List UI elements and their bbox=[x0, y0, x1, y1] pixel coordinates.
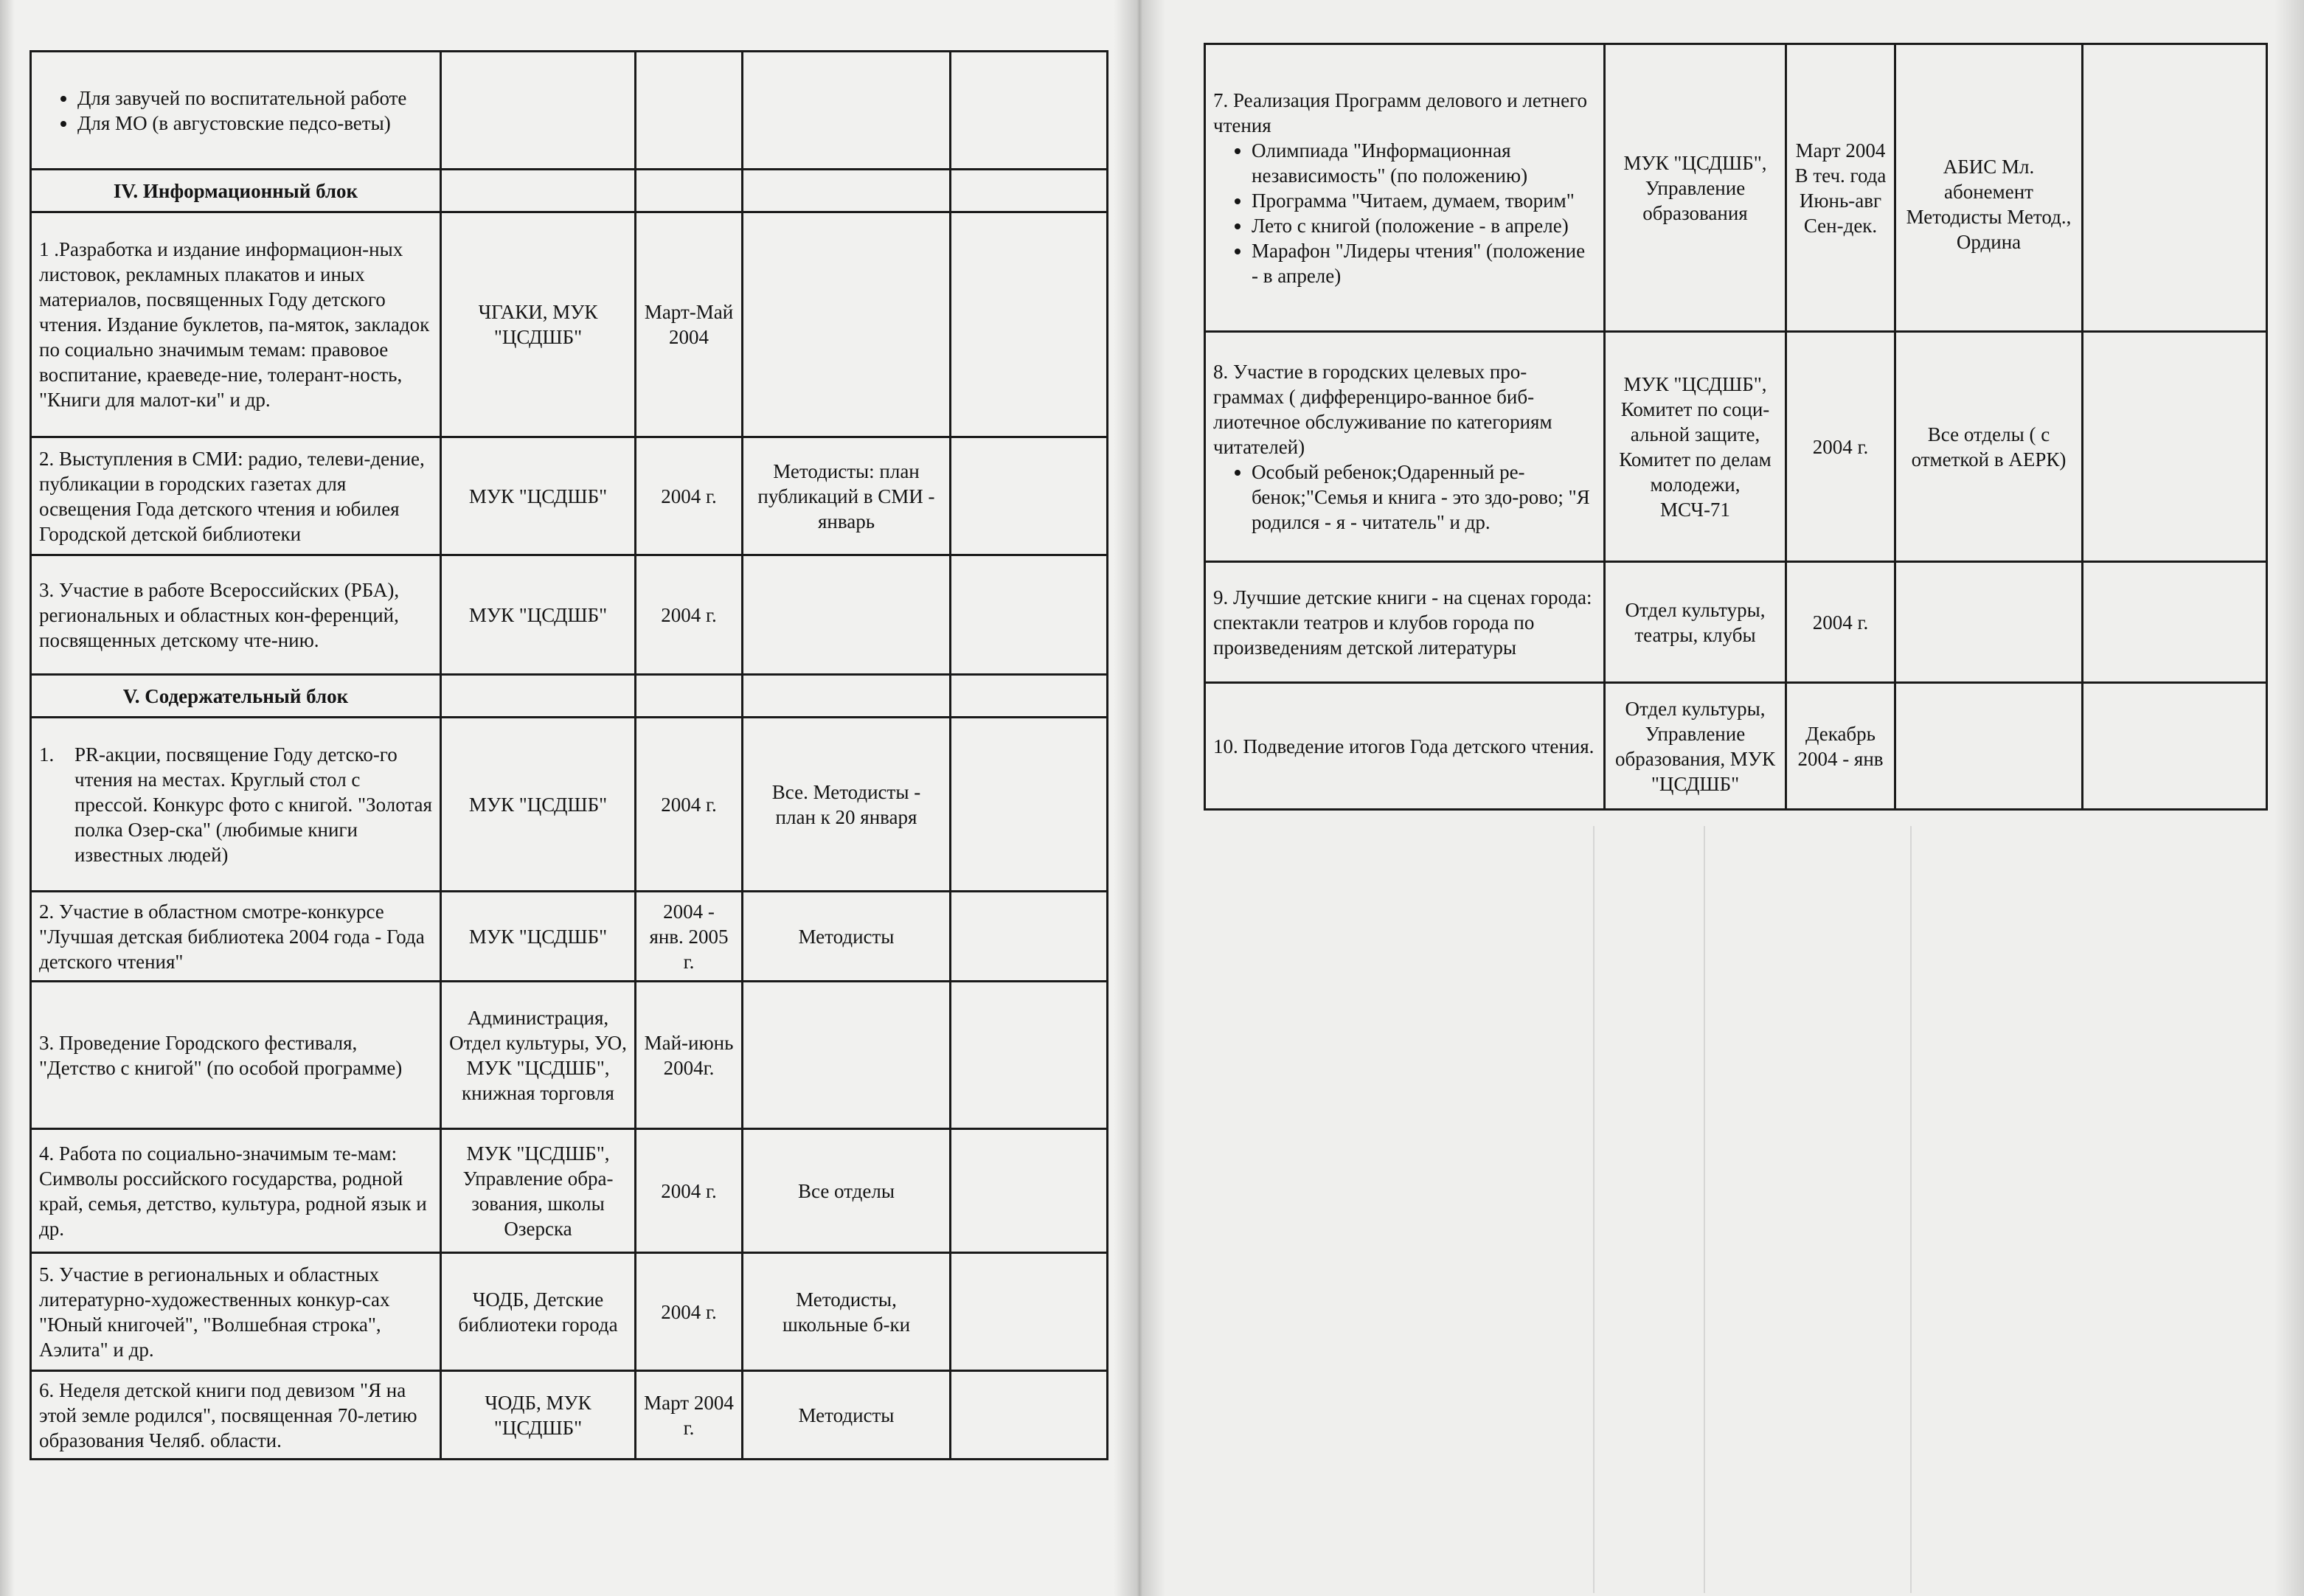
empty-cell bbox=[951, 212, 1108, 437]
bullet-list bbox=[1213, 138, 1596, 288]
event-cell: 6. Неделя детской книги под девизом "Я на этой земле родился", посвященная 70-летию образования Челяб. области. bbox=[31, 1371, 441, 1460]
empty-cell bbox=[441, 170, 636, 212]
bullet-list bbox=[1213, 459, 1596, 535]
right-plan-table bbox=[1204, 43, 2268, 811]
event-cell: 10. Подведение итогов Года детского чтения. bbox=[1205, 683, 1605, 810]
date-cell: Декабрь 2004 - янв bbox=[1786, 683, 1895, 810]
event-cell: 2. Выступления в СМИ: радио, телеви-дение, публикации в городских газетах для освещения Года детского чтения и юбилея Городской детской библиотеки bbox=[31, 437, 441, 555]
section-heading: IV. Информационный блок bbox=[31, 170, 441, 212]
note-cell: Методисты: план публикаций в СМИ - январь bbox=[743, 437, 951, 555]
event-cell: 2. Участие в областном смотре-конкурсе "Лучшая детская библиотека 2004 года - Года детского чтения" bbox=[31, 892, 441, 982]
date-cell: 2004 г. bbox=[636, 718, 743, 892]
empty-cell bbox=[636, 170, 743, 212]
date-cell: 2004 г. bbox=[636, 1253, 743, 1371]
empty-cell bbox=[951, 1129, 1108, 1253]
empty-cell bbox=[2083, 44, 2267, 332]
note-cell: Все. Методисты - план к 20 января bbox=[743, 718, 951, 892]
table-row bbox=[31, 1371, 1108, 1460]
responsible-cell: ЧОДБ, МУК "ЦСДШБ" bbox=[441, 1371, 636, 1460]
event-cell bbox=[1205, 332, 1605, 562]
empty-cell bbox=[951, 675, 1108, 718]
note-cell: Все отделы ( с отметкой в АЕРК) bbox=[1895, 332, 2083, 562]
date-cell: 2004 г. bbox=[636, 437, 743, 555]
table-row bbox=[31, 1253, 1108, 1371]
page-edge-shadow bbox=[2274, 0, 2304, 1596]
event-cell bbox=[31, 718, 441, 892]
event-text: 8. Участие в городских целевых про-граммах ( дифференциро-ванное биб-лиотечное обслуживание по категориям читателей) bbox=[1213, 360, 1552, 458]
date-cell: Март 2004 В теч. года Июнь-авг Сен-дек. bbox=[1786, 44, 1895, 332]
date-cell: 2004 - янв. 2005 г. bbox=[636, 892, 743, 982]
table-row bbox=[31, 170, 1108, 212]
table-row bbox=[31, 718, 1108, 892]
note-cell bbox=[743, 982, 951, 1129]
empty-cell bbox=[2083, 683, 2267, 810]
empty-cell bbox=[441, 675, 636, 718]
event-cell: 9. Лучшие детские книги - на сценах города: спектакли театров и клубов города по произведениям детской литературы bbox=[1205, 562, 1605, 683]
empty-cell bbox=[951, 437, 1108, 555]
bleed-through-line bbox=[1593, 826, 1595, 1593]
empty-cell bbox=[2083, 562, 2267, 683]
empty-cell bbox=[951, 1253, 1108, 1371]
table-row bbox=[1205, 332, 2267, 562]
date-cell bbox=[636, 52, 743, 170]
note-cell bbox=[1895, 683, 2083, 810]
bleed-through-line bbox=[1910, 826, 1912, 1593]
event-cell: 4. Работа по социально-значимым те-мам: Символы российского государства, родной край, семья, детство, культура, родной язык и др. bbox=[31, 1129, 441, 1253]
event-text: PR-акции, посвящение Году детско-го чтения на местах. Круглый стол с прессой. Конкурс фото с книгой. "Золотая полка Озер-ска" (любимые книги известных людей) bbox=[74, 743, 432, 866]
list-item: • Особый ребенок;Одаренный ре-бенок;"Семья и книга - это здо-рово; "Я родился - я - читатель" и др. bbox=[1252, 459, 1596, 535]
empty-cell bbox=[951, 170, 1108, 212]
empty-cell bbox=[951, 52, 1108, 170]
date-cell: 2004 г. bbox=[1786, 332, 1895, 562]
note-cell bbox=[743, 555, 951, 675]
event-cell bbox=[31, 52, 441, 170]
note-cell bbox=[1895, 562, 2083, 683]
list-item: • Программа "Читаем, думаем, творим" bbox=[1252, 188, 1596, 213]
empty-cell bbox=[636, 675, 743, 718]
event-cell: 3. Участие в работе Всероссийских (РБА), региональных и областных кон-ференций, посвященных детскому чте-нию. bbox=[31, 555, 441, 675]
note-cell bbox=[743, 212, 951, 437]
responsible-cell: ЧОДБ, Детские библиотеки города bbox=[441, 1253, 636, 1371]
list-item: • Марафон "Лидеры чтения" (положение - в апреле) bbox=[1252, 238, 1596, 288]
note-cell: Методисты bbox=[743, 892, 951, 982]
list-item: • Лето с книгой (положение - в апреле) bbox=[1252, 213, 1596, 238]
date-cell: Март 2004 г. bbox=[636, 1371, 743, 1460]
table-row bbox=[31, 675, 1108, 718]
table-row bbox=[31, 982, 1108, 1129]
empty-cell bbox=[951, 892, 1108, 982]
table-row bbox=[31, 437, 1108, 555]
list-item: • Для МО (в августовские педсо-веты) bbox=[77, 111, 432, 136]
list-item: • Для завучей по воспитательной работе bbox=[77, 86, 432, 111]
empty-cell bbox=[743, 170, 951, 212]
empty-cell bbox=[2083, 332, 2267, 562]
note-cell: Все отделы bbox=[743, 1129, 951, 1253]
responsible-cell: Отдел культуры, Управление образования, МУК "ЦСДШБ" bbox=[1605, 683, 1786, 810]
empty-cell bbox=[951, 1371, 1108, 1460]
empty-cell bbox=[951, 555, 1108, 675]
responsible-cell: Отдел культуры, театры, клубы bbox=[1605, 562, 1786, 683]
responsible-cell: МУК "ЦСДШБ" bbox=[441, 437, 636, 555]
event-cell: 3. Проведение Городского фестиваля, "Детство с книгой" (по особой программе) bbox=[31, 982, 441, 1129]
responsible-cell: Администрация, Отдел культуры, УО, МУК "ЦСДШБ", книжная торговля bbox=[441, 982, 636, 1129]
responsible-cell: МУК "ЦСДШБ", Комитет по соци-альной защите, Комитет по делам молодежи, МСЧ-71 bbox=[1605, 332, 1786, 562]
page-edge-shadow bbox=[0, 0, 15, 1596]
empty-cell bbox=[951, 718, 1108, 892]
responsible-cell: МУК "ЦСДШБ" bbox=[441, 892, 636, 982]
event-cell: 1 .Разработка и издание информацион-ных листовок, рекламных плакатов и иных материалов, посвященных Году детского чтения. Издание буклетов, па-мяток, закладок по социально значимым темам: правовое воспитание, краеведе-ние, толерант-ность, "Книги для малот-ки" и др. bbox=[31, 212, 441, 437]
date-cell: 2004 г. bbox=[636, 555, 743, 675]
responsible-cell: МУК "ЦСДШБ" bbox=[441, 718, 636, 892]
table-row bbox=[1205, 562, 2267, 683]
date-cell: 2004 г. bbox=[1786, 562, 1895, 683]
table-row bbox=[31, 892, 1108, 982]
responsible-cell: ЧГАКИ, МУК "ЦСДШБ" bbox=[441, 212, 636, 437]
event-cell bbox=[1205, 44, 1605, 332]
date-cell: Май-июнь 2004г. bbox=[636, 982, 743, 1129]
table-row bbox=[1205, 683, 2267, 810]
table-row bbox=[31, 212, 1108, 437]
event-cell: 5. Участие в региональных и областных литературно-художественных конкур-сах "Юный книгочей", "Волшебная строка", Аэлита" и др. bbox=[31, 1253, 441, 1371]
note-cell bbox=[743, 52, 951, 170]
section-heading: V. Содержательный блок bbox=[31, 675, 441, 718]
table-row bbox=[31, 555, 1108, 675]
date-cell: 2004 г. bbox=[636, 1129, 743, 1253]
responsible-cell: МУК "ЦСДШБ", Управление образования bbox=[1605, 44, 1786, 332]
left-plan-table bbox=[30, 50, 1108, 1460]
bullet-list bbox=[39, 86, 432, 136]
responsible-cell bbox=[441, 52, 636, 170]
note-cell: Методисты, школьные б-ки bbox=[743, 1253, 951, 1371]
note-cell: Методисты bbox=[743, 1371, 951, 1460]
bleed-through-line bbox=[1704, 826, 1705, 1593]
note-cell: АБИС Мл. абонемент Методисты Метод., Ордина bbox=[1895, 44, 2083, 332]
empty-cell bbox=[951, 982, 1108, 1129]
empty-cell bbox=[743, 675, 951, 718]
list-item: • Олимпиада "Информационная независимость" (по положению) bbox=[1252, 138, 1596, 188]
table-row bbox=[31, 1129, 1108, 1253]
table-row bbox=[1205, 44, 2267, 332]
book-spine-shadow bbox=[1114, 0, 1165, 1596]
date-cell: Март-Май 2004 bbox=[636, 212, 743, 437]
table-row bbox=[31, 52, 1108, 170]
responsible-cell: МУК "ЦСДШБ", Управление обра-зования, школы Озерска bbox=[441, 1129, 636, 1253]
event-number: 1. bbox=[39, 743, 55, 766]
event-text: 7. Реализация Программ делового и летнего чтения bbox=[1213, 89, 1588, 136]
responsible-cell: МУК "ЦСДШБ" bbox=[441, 555, 636, 675]
